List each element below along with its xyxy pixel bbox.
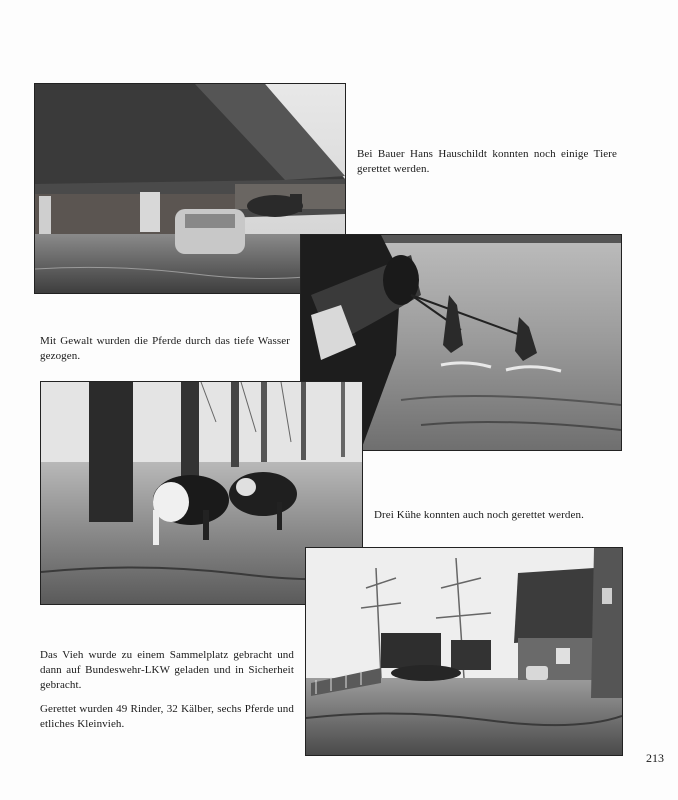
- caption-collection-point: [40, 648, 294, 741]
- caption-horses: [40, 334, 290, 373]
- page-number: 213: [646, 751, 664, 765]
- caption-cows-text: Drei Kühe konnten auch noch gerettet werden.: [374, 509, 584, 521]
- caption-hauschildt-text: Bei Bauer Hans Hauschildt konnten noch einige Tiere gerettet werden.: [357, 148, 617, 175]
- photo-livestock-collection-point: [305, 547, 623, 756]
- caption-collection-text: Das Vieh wurde zu einem Sammelplatz gebracht und dann auf Bundeswehr-LKW geladen und in Sicherheit gebracht.: [40, 649, 294, 691]
- caption-cows: [374, 508, 614, 532]
- caption-hauschildt: [357, 147, 617, 186]
- caption-horses-text: Mit Gewalt wurden die Pferde durch das tiefe Wasser gezogen.: [40, 335, 290, 362]
- caption-rescued-count-text: Gerettet wurden 49 Rinder, 32 Kälber, sechs Pferde und etliches Kleinvieh.: [40, 703, 294, 730]
